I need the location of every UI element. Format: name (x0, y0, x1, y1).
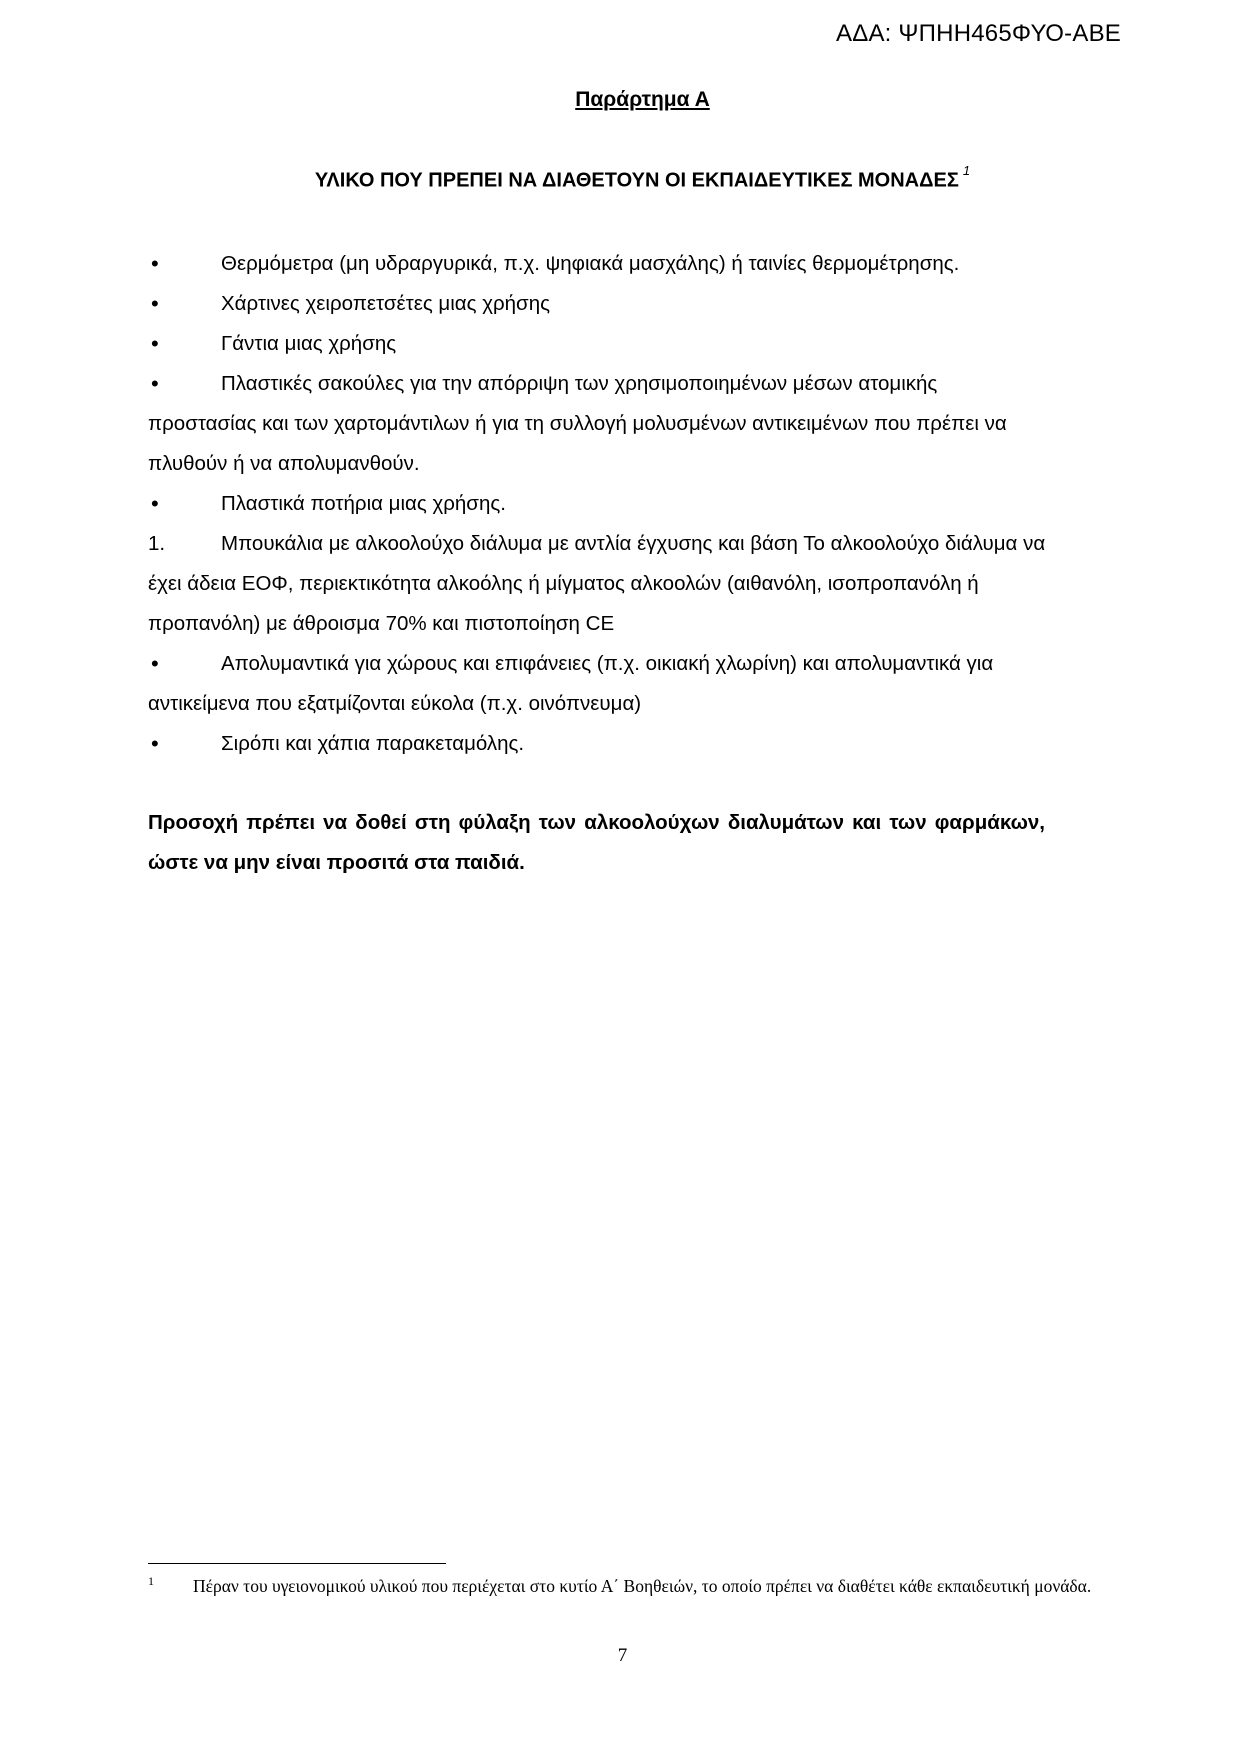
list-item (148, 284, 1048, 324)
bullet-marker: • (151, 291, 159, 316)
bullet-marker: • (151, 491, 159, 516)
bullet-marker: • (151, 331, 159, 356)
footnote-text: Πέραν του υγειονομικού υλικού που περιέχεται στο κυτίο Α΄ Βοηθειών, το οποίο πρέπει να διαθέτει κάθε εκπαιδευτική μονάδα. (193, 1576, 1092, 1596)
annex-title: Παράρτημα Α (575, 88, 710, 111)
bullet-marker: • (151, 651, 159, 676)
section-heading (0, 163, 1241, 193)
list-item-text: Πλαστικά ποτήρια μιας χρήσης. (221, 492, 506, 515)
footnote-separator (148, 1563, 446, 1564)
list-item (148, 364, 1048, 484)
list-item-text: Πλαστικές σακούλες για την απόρριψη των χρησιμοποιημένων μέσων ατομικής προστασίας και των χαρτομάντιλων ή για τη συλλογή μολυσμένων αντικειμένων που πρέπει να πλυθούν ή να απολυμανθούν. (148, 372, 1007, 475)
bullet-marker: • (151, 371, 159, 396)
footnote (148, 1570, 1134, 1605)
list-item (148, 524, 1048, 644)
bullet-marker: • (151, 731, 159, 756)
bullet-marker: • (151, 251, 159, 276)
page-number: 7 (617, 1645, 628, 1666)
footnote-reference: 1 (962, 163, 971, 178)
section-heading-text: ΥΛΙΚΟ ΠΟΥ ΠΡΕΠΕΙ ΝΑ ΔΙΑΘΕΤΟΥΝ ΟΙ ΕΚΠΑΙΔΕΥΤΙΚΕΣ ΜΟΝΑΔΕΣ (314, 169, 959, 192)
list-item-text: Θερμόμετρα (μη υδραργυρικά, π.χ. ψηφιακά μασχάλης) ή ταινίες θερμομέτρησης. (221, 252, 960, 275)
ada-code: ΑΔΑ: ΨΠΗΗ465ΦΥΟ-ΑΒΕ (836, 20, 1121, 47)
warning-note: Προσοχή πρέπει να δοθεί στη φύλαξη των αλκοολούχων διαλυμάτων και των φαρμάκων, ώστε να μην είναι προσιτά στα παιδιά. (148, 811, 1045, 874)
list-item-text: Σιρόπι και χάπια παρακεταμόλης. (221, 732, 525, 755)
list-item (148, 484, 1048, 524)
footnote-number: 1 (148, 1574, 154, 1588)
list-item-text: Χάρτινες χειροπετσέτες μιας χρήσης (221, 292, 550, 315)
list-item-text: Γάντια μιας χρήσης (221, 332, 397, 355)
list-item (148, 724, 1048, 764)
list-item (148, 644, 1048, 724)
list-item-text: Απολυμαντικά για χώρους και επιφάνειες (π.χ. οικιακή χλωρίνη) και απολυμαντικά για αντικείμενα που εξατμίζονται εύκολα (π.χ. οινόπνευμα) (148, 652, 994, 715)
list-item (148, 244, 1048, 284)
number-marker: 1. (148, 532, 166, 555)
supplies-list (148, 244, 1048, 764)
list-item (148, 324, 1048, 364)
list-item-text: Μπουκάλια με αλκοολούχο διάλυμα με αντλία έγχυσης και βάση Το αλκοολούχο διάλυμα να έχει άδεια ΕΟΦ, περιεκτικότητα αλκοόλης ή μίγματος αλκοολών (αιθανόλη, ισοπροπανόλη ή προπανόλη) με άθροισμα 70% και πιστοποίηση CE (148, 532, 1046, 635)
